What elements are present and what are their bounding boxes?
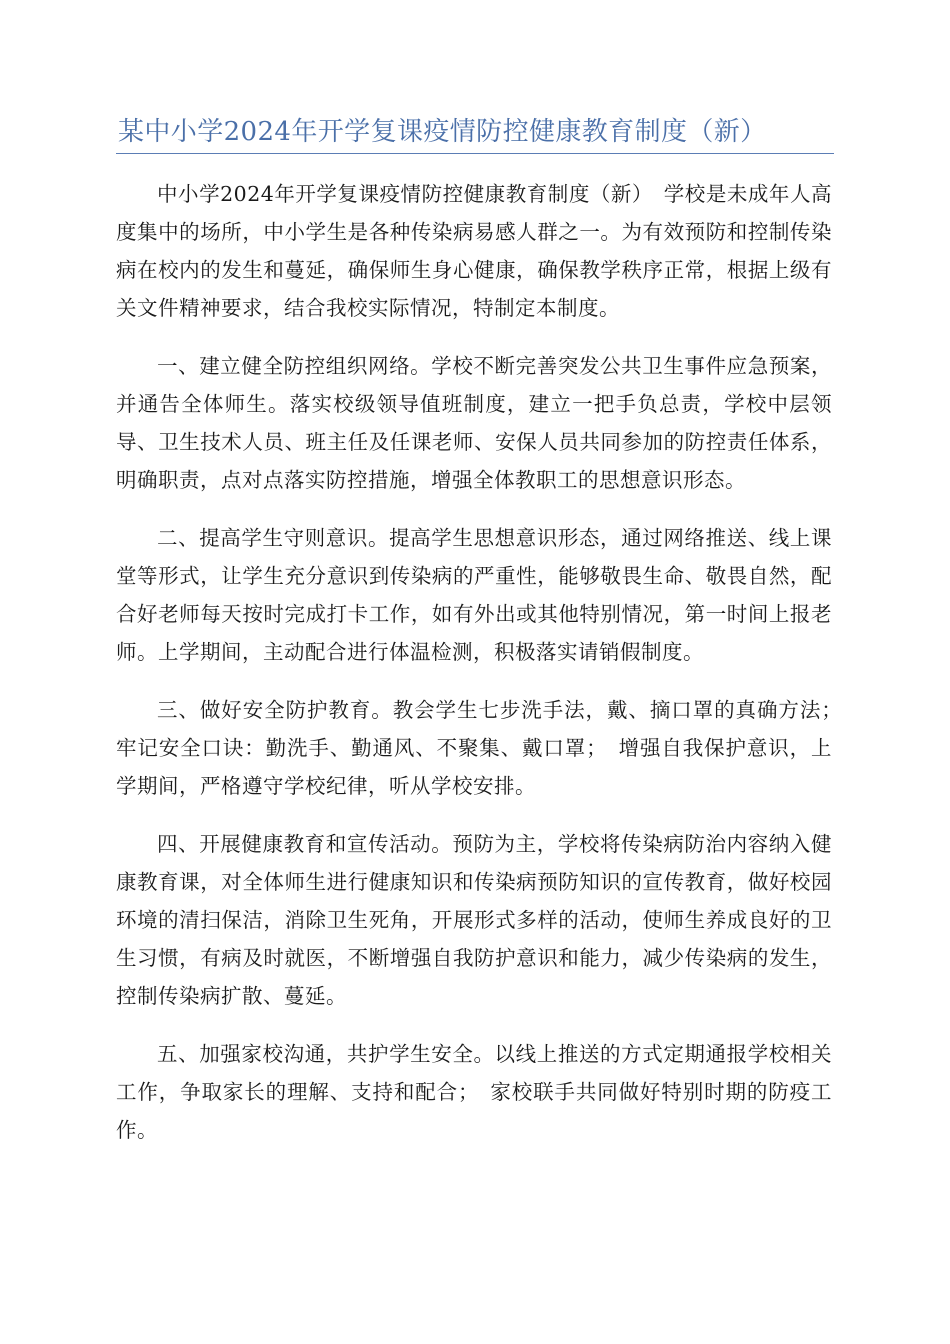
intro-paragraph: 中小学2024年开学复课疫情防控健康教育制度（新） 学校是未成年人高度集中的场所，中小学生是各种传染病易感人群之一。为有效预防和控制传染病在校内的发生和蔓延，确保师生身心健康，确保教学秩序正常，根据上级有关文件精神要求，结合我校实际情况，特制定本制度。: [116, 182, 832, 320]
section-3-paragraph: 三、做好安全防护教育。教会学生七步洗手法，戴、摘口罩的真确方法； 牢记安全口诀：勤洗手、勤通风、不聚集、戴口罩； 增强自我保护意识，上学期间，严格遵守学校纪律，听从学校安排。: [116, 698, 853, 798]
document-body: [116, 175, 853, 1169]
document-title: 某中小学2024年开学复课疫情防控健康教育制度（新）: [118, 117, 767, 147]
section-5-paragraph: 五、加强家校沟通，共护学生安全。以线上推送的方式定期通报学校相关工作，争取家长的理解、支持和配合； 家校联手共同做好特别时期的防疫工作。: [116, 1042, 832, 1142]
section-1-paragraph: 一、建立健全防控组织网络。学校不断完善突发公共卫生事件应急预案，并通告全体师生。落实校级领导值班制度，建立一把手负总责，学校中层领导、卫生技术人员、班主任及任课老师、安保人员共同参加的防控责任体系，明确职责，点对点落实防控措施，增强全体教职工的思想意识形态。: [116, 354, 832, 492]
title-underline: [116, 153, 834, 154]
section-2-paragraph: 二、提高学生守则意识。提高学生思想意识形态，通过网络推送、线上课堂等形式，让学生充分意识到传染病的严重性，能够敬畏生命、敬畏自然，配合好老师每天按时完成打卡工作，如有外出或其他特别情况，第一时间上报老师。上学期间，主动配合进行体温检测，积极落实请销假制度。: [116, 526, 832, 664]
section-4-paragraph: 四、开展健康教育和宣传活动。预防为主，学校将传染病防治内容纳入健康教育课，对全体师生进行健康知识和传染病预防知识的宣传教育，做好校园环境的清扫保洁，消除卫生死角，开展形式多样的活动，使师生养成良好的卫生习惯，有病及时就医，不断增强自我防护意识和能力，减少传染病的发生，控制传染病扩散、蔓延。: [116, 832, 832, 1008]
